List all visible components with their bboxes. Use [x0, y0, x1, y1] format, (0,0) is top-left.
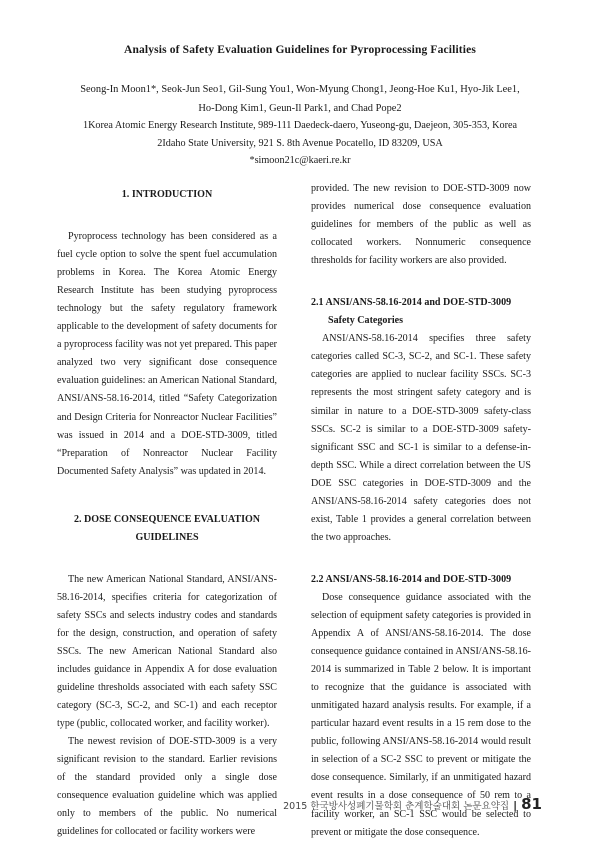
paragraph-doe-revision: The newest revision of DOE-STD-3009 is a very significant revision to the standard. Earlier revisions of the standard provided only a single dose consequence evaluation guideline which was applied only to members of the public. No numerical guidelines for collocated or facility workers were	[57, 736, 277, 838]
section-heading-introduction: 1. INTRODUCTION	[121, 189, 213, 200]
footer-proceedings-title: 2015 한국방사성폐기물학회 춘계학술대회 논문요약집	[283, 801, 510, 812]
author-list	[40, 80, 560, 118]
paragraph-ansi-standard: The new American National Standard, ANSI/ANS-58.16-2014, specifies criteria for categorization of safety SSCs and selects industry codes and standards for the design, construction, and operation of safety SSCs. The new American National Standard also includes guidance in Appendix A for dose evaluation guideline thresholds associated with each safety SSC category (SC-3, SC-2, and SC-1) and each receptor type (public, collocated worker, and facility worker).	[57, 573, 277, 730]
corresponding-email: *simoon21c@kaeri.re.kr	[249, 155, 351, 166]
paragraph-continuation: provided. The new revision to DOE-STD-3009 now provides numerical dose consequence evaluation guidelines for members of the public as well as collocated workers. Nonnumeric consequence thresholds for facility workers are also provided.	[311, 183, 531, 267]
section-heading-dose-consequence-a: 2. DOSE CONSEQUENCE EVALUATION	[73, 513, 261, 525]
page-footer	[283, 795, 542, 813]
affiliation-2: 2Idaho State University, 921 S. 8th Avenue Pocatello, ID 83209, USA	[157, 137, 443, 149]
left-column	[57, 180, 277, 842]
page-number: 81	[521, 795, 542, 813]
paragraph-safety-categories: ANSI/ANS-58.16-2014 specifies three safety categories called SC-3, SC-2, and SC-1. These safety categories are applied to nuclear facility SSCs. SC-3 represents the most stringent safety category and is similar in nature to a DOE-STD-3009 safety-class SSCs. SC-2 is similar to a DOE-STD-3009 safety-significant SSC and SC-1 is similar to a defense-in-depth SSC. While a direct correlation between the US DOE SSC categories in DOE-STD-3009 and the ANSI/ANS-58.16-2014 safety categories does not exist, Table 1 provides a general correlation between the two approaches.	[311, 333, 531, 543]
paragraph-introduction: Pyroprocess technology has been considered as a fuel cycle option to solve the spent fuel accumulation problems in Korea. The Korea Atomic Energy Research Institute has been studying pyroprocess technology but the safety regulatory framework applicable to the development of safety documents for a pyroprocess facility was not yet prepared. This paper analyzed two very significant dose consequence evaluation guidelines: an American National Standard, ANSI/ANS-58.16-2014, titled “Safety Categorization and Design Criteria for Nonreactor Nuclear Facilities” was issued in 2014 and a DOE-STD-3009, titled “Preparation of Nonreactor Nuclear Facility Documented Safety Analysis” was updated in 2014.	[57, 231, 277, 477]
subsection-heading-2-2: 2.2 ANSI/ANS-58.16-2014 and DOE-STD-3009	[311, 573, 512, 585]
affiliation-1: 1Korea Atomic Energy Research Institute, 989-111 Daedeck-daero, Yuseong-gu, Daejeon, 305-353, Korea	[82, 120, 518, 131]
footer-separator: |	[513, 799, 518, 812]
affiliations	[20, 117, 580, 170]
paragraph-dose-guidance: Dose consequence guidance associated with the selection of equipment safety categories is provided in Appendix A of ANSI/ANS-58.16-2014. The dose consequence guidance contained in ANSI/ANS-58.16-2014 is summarized in Table 2 below. It is important to recognize that the guidance is associated with unmitigated hazard analysis results. For example, if a particular hazard event results in a 15 rem dose to the public, following ANSI/ANS-58.16-2014 would result in selection of a SC-2 SSC to prevent or mitigate the dose consequence. Similarly, if an unmitigated hazard event results in a dose consequence of 50 rem to a facility worker, an SC-1 SSC would be selected to prevent or mitigate the dose consequence.	[311, 591, 531, 838]
authors-line-1: Seong-In Moon1*, Seok-Jun Seo1, Gil-Sung You1, Won-Myung Chong1, Jeong-Hoe Ku1, Hyo-Jik Lee1,	[80, 84, 520, 95]
paper-title: Analysis of Safety Evaluation Guidelines for Pyroprocessing Facilities	[124, 44, 476, 56]
authors-line-2: Ho-Dong Kim1, Geun-Il Park1, and Chad Pope2	[198, 103, 402, 114]
right-column	[311, 180, 531, 842]
subsection-heading-2-1: 2.1 ANSI/ANS-58.16-2014 and DOE-STD-3009 Safety Categories	[311, 297, 512, 327]
section-heading-dose-consequence-b: GUIDELINES	[135, 531, 199, 543]
